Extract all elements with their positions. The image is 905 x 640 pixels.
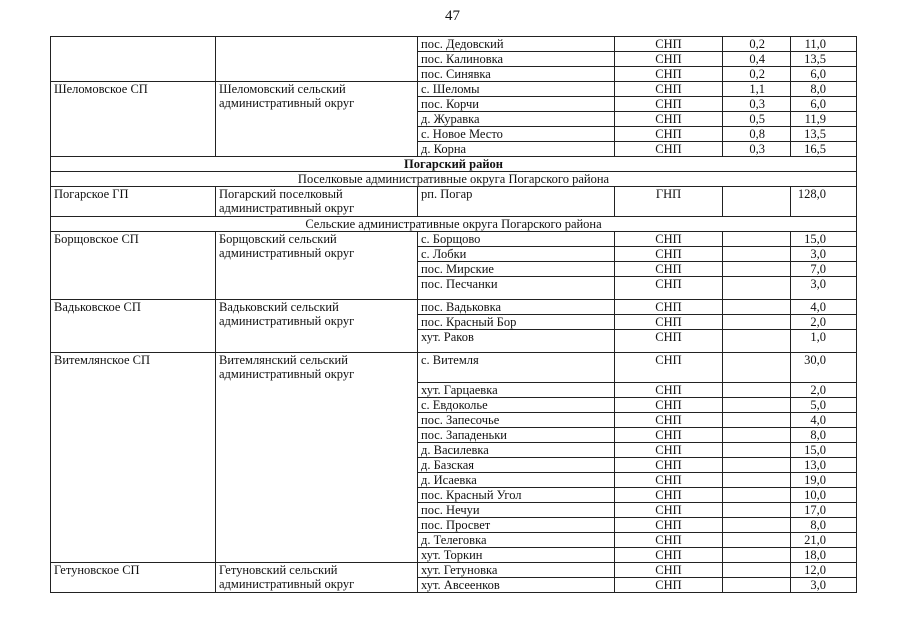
- settlement-cell: пос. Мирские: [418, 262, 615, 277]
- area-cell: [723, 563, 791, 578]
- distance-cell: 15,0: [791, 443, 857, 458]
- area-cell: 0,4: [723, 52, 791, 67]
- municipality-cell: [51, 37, 216, 82]
- area-cell: [723, 503, 791, 518]
- municipality-cell: Погарское ГП: [51, 187, 216, 217]
- distance-cell: 12,0: [791, 563, 857, 578]
- okrug-cell: Гетуновский сельский административный округ: [216, 563, 418, 593]
- okrug-cell: Вадьковский сельский административный округ: [216, 300, 418, 353]
- distance-cell: 3,0: [791, 578, 857, 593]
- type-cell: СНП: [615, 37, 723, 52]
- type-cell: СНП: [615, 232, 723, 247]
- okrug-cell: Шеломовский сельский административный округ: [216, 82, 418, 157]
- distance-cell: 5,0: [791, 398, 857, 413]
- distance-cell: 8,0: [791, 82, 857, 97]
- table-row: [51, 232, 857, 247]
- area-cell: 0,5: [723, 112, 791, 127]
- type-cell: СНП: [615, 52, 723, 67]
- area-cell: [723, 413, 791, 428]
- type-cell: СНП: [615, 488, 723, 503]
- distance-cell: 128,0: [791, 187, 857, 217]
- type-cell: СНП: [615, 127, 723, 142]
- type-cell: СНП: [615, 82, 723, 97]
- area-cell: [723, 300, 791, 315]
- distance-cell: 3,0: [791, 247, 857, 262]
- distance-cell: 30,0: [791, 353, 857, 383]
- settlement-cell: пос. Песчанки: [418, 277, 615, 300]
- type-cell: СНП: [615, 112, 723, 127]
- area-cell: [723, 262, 791, 277]
- distance-cell: 19,0: [791, 473, 857, 488]
- type-cell: СНП: [615, 315, 723, 330]
- area-cell: [723, 277, 791, 300]
- area-cell: [723, 578, 791, 593]
- settlement-cell: д. Базская: [418, 458, 615, 473]
- distance-cell: 17,0: [791, 503, 857, 518]
- table-row: [51, 217, 857, 232]
- area-cell: [723, 548, 791, 563]
- area-cell: [723, 533, 791, 548]
- table-row: [51, 82, 857, 97]
- area-cell: [723, 518, 791, 533]
- area-cell: [723, 330, 791, 353]
- distance-cell: 4,0: [791, 413, 857, 428]
- settlement-cell: хут. Гарцаевка: [418, 383, 615, 398]
- distance-cell: 13,5: [791, 127, 857, 142]
- distance-cell: 10,0: [791, 488, 857, 503]
- settlement-cell: пос. Просвет: [418, 518, 615, 533]
- settlement-cell: пос. Корчи: [418, 97, 615, 112]
- settlement-cell: д. Корна: [418, 142, 615, 157]
- area-cell: [723, 232, 791, 247]
- settlement-cell: хут. Раков: [418, 330, 615, 353]
- distance-cell: 11,9: [791, 112, 857, 127]
- table-row: [51, 300, 857, 315]
- okrug-cell: [216, 37, 418, 82]
- page-number: 47: [445, 8, 460, 24]
- area-cell: 0,3: [723, 142, 791, 157]
- settlement-cell: с. Шеломы: [418, 82, 615, 97]
- area-cell: [723, 488, 791, 503]
- municipality-cell: Вадьковское СП: [51, 300, 216, 353]
- area-cell: 0,2: [723, 67, 791, 82]
- type-cell: СНП: [615, 503, 723, 518]
- area-cell: [723, 473, 791, 488]
- type-cell: ГНП: [615, 187, 723, 217]
- area-cell: 0,3: [723, 97, 791, 112]
- distance-cell: 21,0: [791, 533, 857, 548]
- type-cell: СНП: [615, 97, 723, 112]
- okrug-cell: Витемлянский сельский административный округ: [216, 353, 418, 563]
- settlement-cell: пос. Синявка: [418, 67, 615, 82]
- settlement-cell: хут. Авсеенков: [418, 578, 615, 593]
- type-cell: СНП: [615, 353, 723, 383]
- settlement-cell: д. Телеговка: [418, 533, 615, 548]
- distance-cell: 18,0: [791, 548, 857, 563]
- table-row: [51, 187, 857, 217]
- settlement-cell: пос. Калиновка: [418, 52, 615, 67]
- distance-cell: 6,0: [791, 97, 857, 112]
- settlement-cell: пос. Вадьковка: [418, 300, 615, 315]
- settlement-cell: пос. Красный Угол: [418, 488, 615, 503]
- distance-cell: 8,0: [791, 518, 857, 533]
- type-cell: СНП: [615, 277, 723, 300]
- area-cell: [723, 398, 791, 413]
- settlement-cell: хут. Гетуновка: [418, 563, 615, 578]
- distance-cell: 7,0: [791, 262, 857, 277]
- section-header: Поселковые административные округа Погарского района: [51, 172, 857, 187]
- area-cell: [723, 315, 791, 330]
- distance-cell: 16,5: [791, 142, 857, 157]
- district-header: Погарский район: [51, 157, 857, 172]
- distance-cell: 2,0: [791, 383, 857, 398]
- settlement-cell: хут. Торкин: [418, 548, 615, 563]
- type-cell: СНП: [615, 563, 723, 578]
- area-cell: [723, 443, 791, 458]
- municipality-cell: Витемлянское СП: [51, 353, 216, 563]
- area-cell: [723, 353, 791, 383]
- settlement-cell: пос. Западеньки: [418, 428, 615, 443]
- type-cell: СНП: [615, 398, 723, 413]
- settlement-cell: пос. Нечуи: [418, 503, 615, 518]
- settlements-table: [50, 36, 857, 593]
- distance-cell: 1,0: [791, 330, 857, 353]
- type-cell: СНП: [615, 458, 723, 473]
- distance-cell: 15,0: [791, 232, 857, 247]
- okrug-cell: Погарский поселковый административный округ: [216, 187, 418, 217]
- distance-cell: 13,5: [791, 52, 857, 67]
- municipality-cell: Шеломовское СП: [51, 82, 216, 157]
- settlement-cell: с. Евдоколье: [418, 398, 615, 413]
- distance-cell: 3,0: [791, 277, 857, 300]
- type-cell: СНП: [615, 533, 723, 548]
- type-cell: СНП: [615, 300, 723, 315]
- area-cell: [723, 383, 791, 398]
- settlement-cell: пос. Запесочье: [418, 413, 615, 428]
- municipality-cell: Борщовское СП: [51, 232, 216, 300]
- area-cell: [723, 247, 791, 262]
- type-cell: СНП: [615, 518, 723, 533]
- settlement-cell: пос. Красный Бор: [418, 315, 615, 330]
- table-row: [51, 172, 857, 187]
- distance-cell: 4,0: [791, 300, 857, 315]
- settlement-cell: рп. Погар: [418, 187, 615, 217]
- table-row: [51, 37, 857, 52]
- settlement-cell: д. Журавка: [418, 112, 615, 127]
- distance-cell: 6,0: [791, 67, 857, 82]
- table-row: [51, 353, 857, 383]
- type-cell: СНП: [615, 383, 723, 398]
- settlement-cell: с. Лобки: [418, 247, 615, 262]
- settlement-cell: д. Исаевка: [418, 473, 615, 488]
- table-row: [51, 563, 857, 578]
- type-cell: СНП: [615, 428, 723, 443]
- distance-cell: 8,0: [791, 428, 857, 443]
- settlement-cell: с. Борщово: [418, 232, 615, 247]
- area-cell: 0,2: [723, 37, 791, 52]
- distance-cell: 2,0: [791, 315, 857, 330]
- type-cell: СНП: [615, 142, 723, 157]
- area-cell: [723, 428, 791, 443]
- type-cell: СНП: [615, 443, 723, 458]
- okrug-cell: Борщовский сельский административный округ: [216, 232, 418, 300]
- type-cell: СНП: [615, 473, 723, 488]
- area-cell: [723, 187, 791, 217]
- settlement-cell: пос. Дедовский: [418, 37, 615, 52]
- type-cell: СНП: [615, 67, 723, 82]
- type-cell: СНП: [615, 330, 723, 353]
- municipality-cell: Гетуновское СП: [51, 563, 216, 593]
- distance-cell: 13,0: [791, 458, 857, 473]
- area-cell: 0,8: [723, 127, 791, 142]
- settlement-cell: с. Новое Место: [418, 127, 615, 142]
- settlement-cell: с. Витемля: [418, 353, 615, 383]
- type-cell: СНП: [615, 413, 723, 428]
- distance-cell: 11,0: [791, 37, 857, 52]
- type-cell: СНП: [615, 548, 723, 563]
- settlement-cell: д. Василевка: [418, 443, 615, 458]
- area-cell: 1,1: [723, 82, 791, 97]
- table-row: [51, 157, 857, 172]
- type-cell: СНП: [615, 247, 723, 262]
- type-cell: СНП: [615, 262, 723, 277]
- type-cell: СНП: [615, 578, 723, 593]
- area-cell: [723, 458, 791, 473]
- section-header: Сельские административные округа Погарского района: [51, 217, 857, 232]
